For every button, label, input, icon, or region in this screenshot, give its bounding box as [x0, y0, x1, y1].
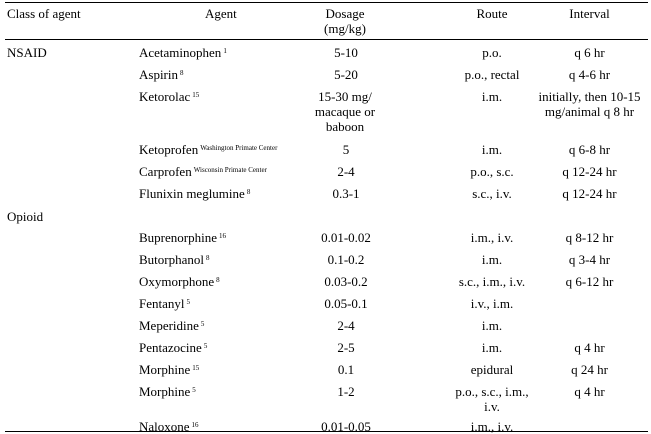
agent-name: Naloxone	[139, 419, 190, 434]
interval-cell: q 3-4 hr	[568, 252, 611, 267]
agent-name: Acetaminophen	[139, 45, 222, 60]
reference-superscript: Washington Primate Center	[200, 144, 278, 152]
reference-superscript: 5	[192, 386, 196, 394]
agent-name: Butorphanol	[139, 252, 204, 267]
reference-superscript: 15	[192, 91, 200, 99]
interval-cell: q 12-24 hr	[562, 186, 617, 201]
route-cell: i.m., i.v.	[470, 230, 514, 245]
dosage-cell: 5-10	[334, 45, 358, 60]
dosage-cell: 2-4	[337, 164, 355, 179]
interval-cell: q 4 hr	[574, 384, 605, 399]
dosage-cell: 0.3-1	[332, 186, 360, 201]
agent-name: Morphine	[139, 384, 191, 399]
agent-name: Oxymorphone	[139, 274, 215, 289]
route-cell: p.o., s.c., i.m., i.v.	[455, 384, 529, 414]
reference-superscript: 5	[186, 298, 190, 306]
dosage-cell: 2-5	[337, 340, 355, 355]
interval-cell: q 24 hr	[571, 362, 608, 377]
header-agent: Agent	[205, 6, 237, 21]
reference-superscript: 8	[216, 276, 220, 284]
agent-name: Pentazocine	[139, 340, 202, 355]
dosage-cell: 0.01-0.05	[321, 419, 371, 434]
route-cell: i.m.	[481, 340, 503, 355]
reference-superscript: 8	[206, 254, 210, 262]
header-route: Route	[476, 6, 508, 21]
reference-superscript: 1	[223, 47, 227, 55]
route-cell: i.m.	[481, 252, 503, 267]
agent-cell	[139, 164, 267, 179]
header-rule	[5, 39, 648, 40]
dosage-cell: 2-4	[337, 318, 355, 333]
agent-name: Aspirin	[139, 67, 178, 82]
agent-name: Morphine	[139, 362, 191, 377]
route-cell: i.v., i.m.	[470, 296, 514, 311]
route-cell: i.m.	[481, 318, 503, 333]
route-cell: i.m.	[481, 142, 503, 157]
dosage-cell: 5	[342, 142, 350, 157]
route-cell: p.o., rectal	[464, 67, 520, 82]
agent-name: Ketoprofen	[139, 142, 199, 157]
route-cell: p.o., s.c.	[470, 164, 514, 179]
dosage-cell: 5-20	[334, 67, 358, 82]
dosage-cell: 0.1-0.2	[327, 252, 365, 267]
reference-superscript: 5	[203, 342, 208, 350]
agent-cell	[139, 296, 190, 311]
agent-cell	[139, 89, 199, 104]
dosage-cell: 0.1	[337, 362, 355, 377]
dosage-cell: 1-2	[337, 384, 355, 399]
header-class-of-agent: Class of agent	[7, 6, 81, 21]
agent-name: Flunixin meglumine	[139, 186, 245, 201]
dosage-cell: 0.03-0.2	[324, 274, 368, 289]
reference-superscript: 16	[218, 232, 226, 240]
dosage-cell: 0.05-0.1	[324, 296, 368, 311]
route-cell: i.m., i.v.	[470, 419, 514, 434]
interval-cell: q 12-24 hr	[562, 164, 617, 179]
agent-cell	[139, 340, 207, 355]
agent-cell	[139, 384, 196, 399]
route-cell: p.o.	[482, 45, 502, 60]
reference-superscript: Wisconsin Primate Center	[193, 166, 267, 174]
agent-cell	[139, 45, 227, 60]
header-dosage: Dosage (mg/kg)	[324, 6, 366, 36]
agent-name: Meperidine	[139, 318, 199, 333]
table-top-rule	[5, 2, 648, 3]
dosage-cell: 15-30 mg/ macaque or baboon	[314, 89, 376, 134]
group-label-opioid: Opioid	[7, 209, 44, 224]
agent-name: Carprofen	[139, 164, 192, 179]
table-bottom-rule	[5, 431, 648, 432]
header-interval: Interval	[569, 6, 610, 21]
route-cell: i.m.	[481, 89, 503, 104]
route-cell: s.c., i.m., i.v.	[458, 274, 526, 289]
route-cell: epidural	[470, 362, 514, 377]
agent-cell	[139, 274, 220, 289]
agent-name: Fentanyl	[139, 296, 185, 311]
agent-cell	[139, 230, 226, 245]
dosage-cell: 0.01-0.02	[321, 230, 371, 245]
agent-cell	[139, 142, 277, 157]
interval-cell: q 6-8 hr	[568, 142, 611, 157]
group-label-nsaid: NSAID	[7, 45, 47, 60]
interval-cell: q 4-6 hr	[568, 67, 611, 82]
reference-superscript: 5	[200, 320, 205, 328]
agent-name: Ketorolac	[139, 89, 191, 104]
reference-superscript: 8	[180, 69, 184, 77]
route-cell: s.c., i.v.	[472, 186, 512, 201]
agent-name: Buprenorphine	[139, 230, 217, 245]
agent-cell	[139, 186, 250, 201]
interval-cell: q 4 hr	[574, 340, 605, 355]
interval-cell: q 6 hr	[574, 45, 605, 60]
agent-cell	[139, 362, 199, 377]
reference-superscript: 16	[191, 421, 199, 429]
interval-cell: initially, then 10-15 mg/animal q 8 hr	[538, 89, 641, 119]
interval-cell: q 8-12 hr	[565, 230, 614, 245]
agent-cell	[139, 67, 184, 82]
interval-cell: q 6-12 hr	[565, 274, 614, 289]
reference-superscript: 8	[246, 188, 251, 196]
reference-superscript: 15	[192, 364, 200, 372]
agent-cell	[139, 252, 210, 267]
agent-cell	[139, 318, 204, 333]
